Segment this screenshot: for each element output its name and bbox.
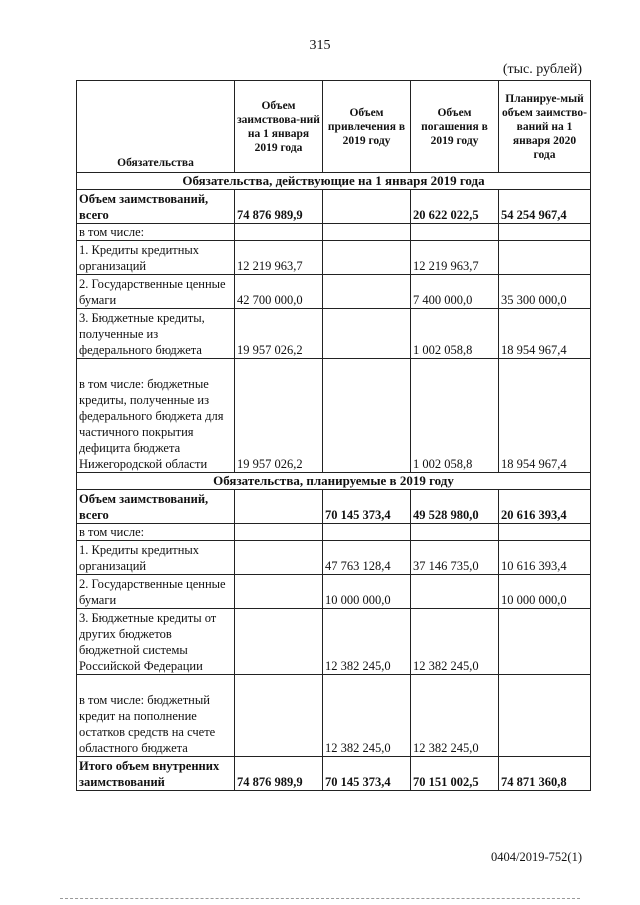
cell-volume-start: 12 219 963,7 (235, 241, 323, 275)
cell-repayment: 12 219 963,7 (411, 241, 499, 275)
cell-attraction: 12 382 245,0 (323, 675, 411, 757)
cell-attraction: 47 763 128,4 (323, 541, 411, 575)
total-label: Итого объем внутренних заимствований (77, 757, 235, 791)
cell-repayment (411, 524, 499, 541)
cell-repayment: 12 382 245,0 (411, 675, 499, 757)
cell-attraction: 12 382 245,0 (323, 609, 411, 675)
section-title: Обязательства, действующие на 1 января 2019 года (77, 173, 591, 190)
cell-planned-end (499, 675, 591, 757)
total-planned-end: 74 871 360,8 (499, 757, 591, 791)
row-label: 2. Государственные ценные бумаги (77, 275, 235, 309)
header-planned-end: Планируе-мый объем заимство-ваний на 1 января 2020 года (499, 81, 591, 173)
cell-volume-start: 74 876 989,9 (235, 190, 323, 224)
cell-planned-end: 10 616 393,4 (499, 541, 591, 575)
cell-attraction: 10 000 000,0 (323, 575, 411, 609)
table-row (77, 609, 591, 675)
section-row (77, 473, 591, 490)
row-label: 3. Бюджетные кредиты от других бюджетов бюджетной системы Российской Федерации (77, 609, 235, 675)
cell-volume-start (235, 524, 323, 541)
cell-repayment: 37 146 735,0 (411, 541, 499, 575)
header-repayment: Объем погашения в 2019 году (411, 81, 499, 173)
table-row (77, 490, 591, 524)
cell-attraction (323, 309, 411, 359)
page-number: 315 (309, 38, 331, 53)
cell-volume-start (235, 575, 323, 609)
cell-planned-end: 18 954 967,4 (499, 359, 591, 473)
section-row (77, 173, 591, 190)
table-row (77, 359, 591, 473)
total-row (77, 757, 591, 791)
table-row (77, 224, 591, 241)
section-title: Обязательства, планируемые в 2019 году (77, 473, 591, 490)
row-label: в том числе: бюджетные кредиты, полученные из федерального бюджета для частичного покрытия дефицита бюджета Нижегородской области (77, 359, 235, 473)
document-code: 0404/2019-752(1) (491, 850, 582, 864)
table-row (77, 309, 591, 359)
borrowings-table (76, 80, 591, 791)
table-row (77, 241, 591, 275)
table-row (77, 575, 591, 609)
cell-repayment (411, 224, 499, 241)
cell-attraction (323, 275, 411, 309)
row-label: Объем заимствований, всего (77, 190, 235, 224)
row-label: 3. Бюджетные кредиты, полученные из федерального бюджета (77, 309, 235, 359)
table-row (77, 541, 591, 575)
row-label: в том числе: (77, 524, 235, 541)
table-row (77, 275, 591, 309)
cell-attraction (323, 524, 411, 541)
row-label: в том числе: (77, 224, 235, 241)
cell-attraction (323, 224, 411, 241)
cell-planned-end: 35 300 000,0 (499, 275, 591, 309)
cell-repayment (411, 575, 499, 609)
header-attraction: Объем привлечения в 2019 году (323, 81, 411, 173)
cell-repayment: 7 400 000,0 (411, 275, 499, 309)
total-volume-start: 74 876 989,9 (235, 757, 323, 791)
cell-planned-end: 20 616 393,4 (499, 490, 591, 524)
unit-label: (тыс. рублей) (502, 62, 582, 77)
cell-planned-end: 18 954 967,4 (499, 309, 591, 359)
bottom-divider (60, 898, 580, 899)
cell-volume-start: 19 957 026,2 (235, 359, 323, 473)
cell-repayment: 1 002 058,8 (411, 309, 499, 359)
cell-planned-end (499, 224, 591, 241)
cell-volume-start (235, 609, 323, 675)
total-attraction: 70 145 373,4 (323, 757, 411, 791)
cell-planned-end (499, 609, 591, 675)
cell-attraction: 70 145 373,4 (323, 490, 411, 524)
header-volume-start: Объем заимствова-ний на 1 января 2019 года (235, 81, 323, 173)
table-row (77, 675, 591, 757)
cell-attraction (323, 359, 411, 473)
cell-attraction (323, 241, 411, 275)
row-label: 2. Государственные ценные бумаги (77, 575, 235, 609)
header-obligations: Обязательства (77, 81, 235, 173)
row-label: в том числе: бюджетный кредит на пополнение остатков средств на счете областного бюджета (77, 675, 235, 757)
header-row (77, 81, 591, 173)
cell-planned-end: 10 000 000,0 (499, 575, 591, 609)
cell-repayment: 12 382 245,0 (411, 609, 499, 675)
cell-volume-start (235, 541, 323, 575)
row-label: 1. Кредиты кредитных организаций (77, 541, 235, 575)
cell-repayment: 49 528 980,0 (411, 490, 499, 524)
cell-repayment: 20 622 022,5 (411, 190, 499, 224)
table-row (77, 190, 591, 224)
cell-planned-end (499, 241, 591, 275)
cell-volume-start (235, 490, 323, 524)
total-repayment: 70 151 002,5 (411, 757, 499, 791)
cell-volume-start: 19 957 026,2 (235, 309, 323, 359)
cell-repayment: 1 002 058,8 (411, 359, 499, 473)
row-label: Объем заимствований, всего (77, 490, 235, 524)
cell-planned-end (499, 524, 591, 541)
cell-planned-end: 54 254 967,4 (499, 190, 591, 224)
cell-volume-start (235, 224, 323, 241)
cell-attraction (323, 190, 411, 224)
table-row (77, 524, 591, 541)
cell-volume-start: 42 700 000,0 (235, 275, 323, 309)
cell-volume-start (235, 675, 323, 757)
row-label: 1. Кредиты кредитных организаций (77, 241, 235, 275)
